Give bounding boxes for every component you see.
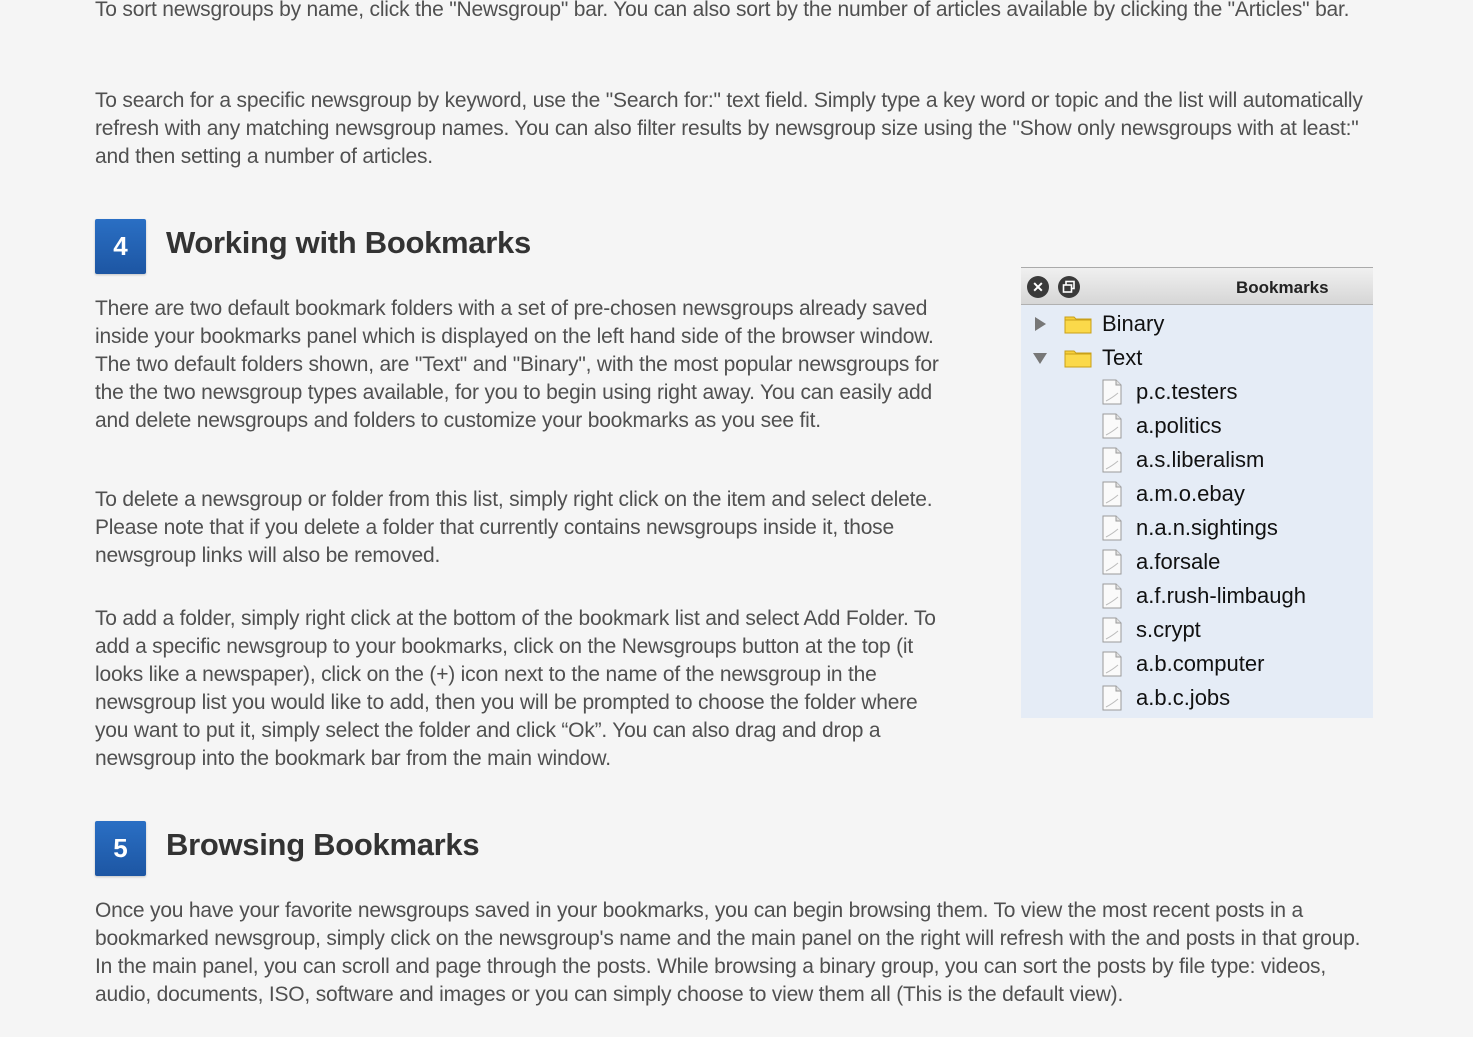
bookmark-item[interactable] xyxy=(1021,647,1373,681)
intro-paragraph-sort: To sort newsgroups by name, click the "Newsgroup" bar. You can also sort by the number of articles available by clicking the "Articles" bar. xyxy=(95,0,1350,21)
document-icon xyxy=(1101,617,1123,643)
collapse-arrow-icon[interactable] xyxy=(1033,353,1047,364)
folder-row-binary[interactable] xyxy=(1021,307,1373,341)
folder-label: Text xyxy=(1102,345,1143,370)
bookmark-item[interactable] xyxy=(1021,511,1373,545)
bookmark-item[interactable] xyxy=(1021,579,1373,613)
document-icon xyxy=(1101,379,1123,405)
bookmark-item-label: s.crypt xyxy=(1136,617,1201,642)
folder-icon xyxy=(1064,314,1092,334)
bookmark-item-label: a.b.c.jobs xyxy=(1136,685,1231,710)
folder-icon xyxy=(1064,348,1092,368)
bookmarks-panel-header xyxy=(1021,267,1373,305)
document-icon xyxy=(1101,413,1123,439)
bookmark-item-label: a.b.computer xyxy=(1136,651,1265,676)
close-icon[interactable]: ✕ xyxy=(1027,276,1049,298)
section-5-badge: 5 xyxy=(95,821,146,876)
section-5-paragraph-1: Once you have your favorite newsgroups saved in your bookmarks, you can begin browsing them. To view the most recent posts in a bookmarked newsgroup, simply click on the newsgroup's name and the main panel on the right will refresh with the and posts in that group. In the main panel, you can scroll and page through the posts. While browsing a binary group, you can sort the posts by file type: videos, audio, documents, ISO, software and images or you can simply choose to view them all (This is the default view). xyxy=(95,899,1361,1006)
bookmark-item[interactable] xyxy=(1021,477,1373,511)
bookmark-item[interactable] xyxy=(1021,375,1373,409)
folder-label: Binary xyxy=(1102,311,1165,336)
detach-icon[interactable] xyxy=(1058,276,1080,298)
bookmark-item[interactable] xyxy=(1021,443,1373,477)
document-icon xyxy=(1101,549,1123,575)
detach-glyph xyxy=(1062,280,1076,294)
bookmarks-panel xyxy=(1021,267,1373,718)
section-4-title: Working with Bookmarks xyxy=(166,225,531,260)
folder-row-text[interactable] xyxy=(1021,341,1373,375)
bookmarks-panel-title: Bookmarks xyxy=(1236,278,1329,297)
section-5-title: Browsing Bookmarks xyxy=(166,827,480,862)
document-icon xyxy=(1101,685,1123,711)
document-icon xyxy=(1101,583,1123,609)
bookmark-item-label: n.a.n.sightings xyxy=(1136,515,1278,540)
section-4-paragraph-1: There are two default bookmark folders with a set of pre-chosen newsgroups already saved inside your bookmarks panel which is displayed on the left hand side of the browser window. The two default folders shown, are "Text" and "Binary", with the most popular newsgroups for the the two newsgroup types available, for you to begin using right away. You can easily add and delete newsgroups and folders to customize your bookmarks as you see fit. xyxy=(95,297,939,432)
bookmark-item-label: a.forsale xyxy=(1136,549,1221,574)
document-icon xyxy=(1101,515,1123,541)
section-4-paragraph-3: To add a folder, simply right click at the bottom of the bookmark list and select Add Folder. To add a specific newsgroup to your bookmarks, click on the Newsgroups button at the top (it looks like a newspaper), click on the (+) icon next to the name of the newsgroup in the newsgroup list you would like to add, then you will be prompted to choose the folder where you want to put it, simply select the folder and click “Ok”. You can also drag and drop a newsgroup into the bookmark bar from the main window. xyxy=(95,607,936,770)
bookmark-item-label: a.f.rush-limbaugh xyxy=(1136,583,1306,608)
intro-paragraph-search: To search for a specific newsgroup by keyword, use the "Search for:" text field. Simply type a key word or topic and the list will automatically refresh with any matching newsgroup names. You can also filter results by newsgroup size using the "Show only newsgroups with at least:" and then setting a number of articles. xyxy=(95,89,1363,168)
section-4-paragraph-2: To delete a newsgroup or folder from this list, simply right click on the item and select delete. Please note that if you delete a folder that currently contains newsgroups inside it, those newsgroup links will also be removed. xyxy=(95,488,933,567)
bookmark-item[interactable] xyxy=(1021,545,1373,579)
document-icon xyxy=(1101,481,1123,507)
bookmark-item-label: a.s.liberalism xyxy=(1136,447,1265,472)
bookmark-item-label: a.m.o.ebay xyxy=(1136,481,1245,506)
section-4-badge: 4 xyxy=(95,219,146,274)
bookmark-item[interactable] xyxy=(1021,681,1373,715)
bookmark-item-label: p.c.testers xyxy=(1136,379,1238,404)
bookmark-item[interactable] xyxy=(1021,409,1373,443)
expand-arrow-icon[interactable] xyxy=(1035,317,1046,331)
bookmark-item[interactable] xyxy=(1021,613,1373,647)
bookmark-item-label: a.politics xyxy=(1136,413,1222,438)
document-icon xyxy=(1101,651,1123,677)
document-icon xyxy=(1101,447,1123,473)
